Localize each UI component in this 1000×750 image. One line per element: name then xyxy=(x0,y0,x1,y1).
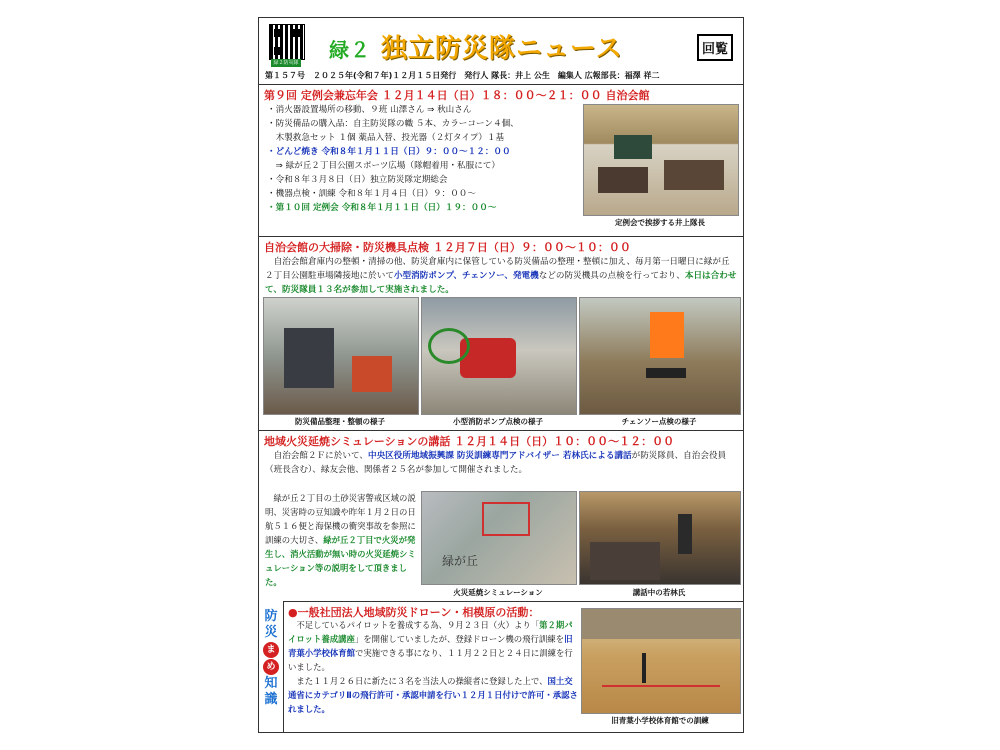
body-text: で実施できる事になり、１１月２２日と２４日に訓練を行いました。 xyxy=(288,648,573,672)
newsletter-title xyxy=(329,28,623,65)
side-char: 災 xyxy=(264,625,278,640)
body-highlight: 小型消防ポンプ、チェンソー、発電機 xyxy=(393,271,539,281)
section-heading: 地域火災延焼シミュレーションの講話 １２月１４日（日）１０：００〜１２：００ xyxy=(264,435,675,448)
side-char: ま xyxy=(263,642,279,658)
section-meeting xyxy=(259,84,743,237)
body-text: 自治会館倉庫内の整頓・清掃の他、防災倉庫内に保管している防災備品の整理・整頓に加え、毎月第一日曜日に緑が丘２丁目公園駐車場隣接地に於いて xyxy=(265,257,730,281)
body-text: 自治会館２Ｆに於いて、 xyxy=(265,451,368,461)
body-text: 緑が丘２丁目の土砂災害警戒区域の説明、災害時の豆知識や昨年１月２日の日航５１６便と海保機の衝突事故を参照に訓練の大切さ、 xyxy=(265,493,416,545)
qr-code[interactable] xyxy=(269,24,305,60)
bullet: ・消火器設置場所の移動、９班 山澤さん ⇒ 秋山さん xyxy=(267,105,472,115)
map-label: 緑が丘 xyxy=(442,554,479,568)
photo-caption: 小型消防ポンプ点検の様子 xyxy=(453,417,543,426)
side-char: 知 xyxy=(264,676,278,691)
section-lecture xyxy=(259,430,743,602)
section-heading: 自治会館の大掃除・防災機具点検 １２月７日（日）９：００〜１０：００ xyxy=(264,241,631,254)
issue-label: 緑２ xyxy=(329,38,371,62)
section-heading: ●一般社団法人地域防災ドローン・相模原の活動： xyxy=(288,606,540,619)
meeting-photo xyxy=(583,104,739,216)
fire-map-photo xyxy=(421,491,577,585)
body-highlight: 本日は合わせて、防災隊員１３名が参加して実施されました。 xyxy=(265,271,737,295)
body-highlight: 旧青葉小学校体育館 xyxy=(288,634,573,658)
body-text: などの防災機具の点検を行っており、 xyxy=(538,271,685,281)
side-char: め xyxy=(263,659,279,675)
meeting-bullets xyxy=(267,103,587,215)
body-highlight: 国土交通省にカテゴリⅡの飛行許可・承認申請を行い１２月１日付けで許可・承認されました。 xyxy=(288,676,578,714)
newsletter-page xyxy=(258,17,744,733)
photo-caption: チェンソー点検の様子 xyxy=(621,417,697,426)
publication-meta: 第１５７号 ２０２５年(令和７年)１２月１５日発行 発行人 隊長：井上 公生 編集人 広報部長：福澤 祥二 xyxy=(265,71,660,80)
photo-caption: 火災延焼シミュレーション xyxy=(453,588,543,597)
side-char: 防 xyxy=(264,609,278,624)
body-highlight: 中央区役所地域振興課 防災訓練専門アドバイザー 若林氏による講話 xyxy=(367,451,632,461)
masthead xyxy=(259,18,743,80)
bullet: ⇒ 緑が丘２丁目公園スポーツ広場（隊帽着用・私服にて） xyxy=(267,161,501,171)
bullet: 木製救急セット １個 薬品入替、投光器（２灯タイプ）１基 xyxy=(267,133,505,143)
chainsaw-photo xyxy=(579,297,741,415)
side-char: 識 xyxy=(264,692,278,707)
bullet: ・どんど焼き 令和８年１月１１日（日）９：００〜１２：００ xyxy=(267,147,511,157)
qr-badge: 緑２防災隊 xyxy=(271,59,301,67)
cleanup-body xyxy=(265,255,737,297)
gym-photo xyxy=(581,608,741,714)
bullet: ・機器点検・訓練 令和８年１月４日（日）９：００〜 xyxy=(267,189,476,199)
photo-caption: 定例会で挨拶する井上隊長 xyxy=(615,218,705,227)
body-text: また１１月２６日に新たに３名を当法人の操縦者に登録した上で、 xyxy=(288,676,548,686)
bullet: ・令和８年３月８日（日）独立防災隊定期総会 xyxy=(267,175,448,185)
section-cleanup xyxy=(259,236,743,431)
bullet: ・防災備品の購入品：自主防災隊の幟 ５本、カラーコーン４個、 xyxy=(267,119,519,129)
bullet: ・第１０回 定例会 令和８年１月１１日（日）１９：００〜 xyxy=(267,203,497,213)
circulation-stamp: 回覧 xyxy=(697,34,733,61)
bousai-mame-chishiki-label xyxy=(259,601,284,732)
title-text: 独立防災隊ニュース xyxy=(381,34,623,64)
section-heading: 第９回 定例会兼忘年会 １２月１４日（日）１８：００〜２１：００ 自治会館 xyxy=(264,89,650,102)
photo-caption: 防災備品整理・整頓の様子 xyxy=(295,417,385,426)
section-drone xyxy=(284,601,743,733)
body-text: 不足しているパイロットを養成する為、９月２３日（火）より「 xyxy=(288,620,540,630)
body-text: が防災隊員、自治会役員（班長含む）、緑友会他、関係者２５名が参加して開催されました。 xyxy=(265,451,727,475)
photo-caption: 講話中の若林氏 xyxy=(632,588,686,597)
cleanup-photo xyxy=(263,297,419,415)
drone-body xyxy=(288,618,578,716)
lecture-body xyxy=(265,449,737,477)
body-text: 」を開催していましたが、登録ドローン機の飛行訓練を xyxy=(354,634,565,644)
lecture-summary xyxy=(265,491,417,589)
pump-photo xyxy=(421,297,577,415)
body-highlight: 第２期パイロット養成講座 xyxy=(288,620,573,644)
lecturer-photo xyxy=(579,491,741,585)
body-highlight: 緑が丘２丁目で火災が発生し、消火活動が無い時の火災延焼シミュレーション等の説明をして頂きました。 xyxy=(265,535,416,587)
photo-caption: 旧青葉小学校体育館での訓練 xyxy=(611,716,709,725)
